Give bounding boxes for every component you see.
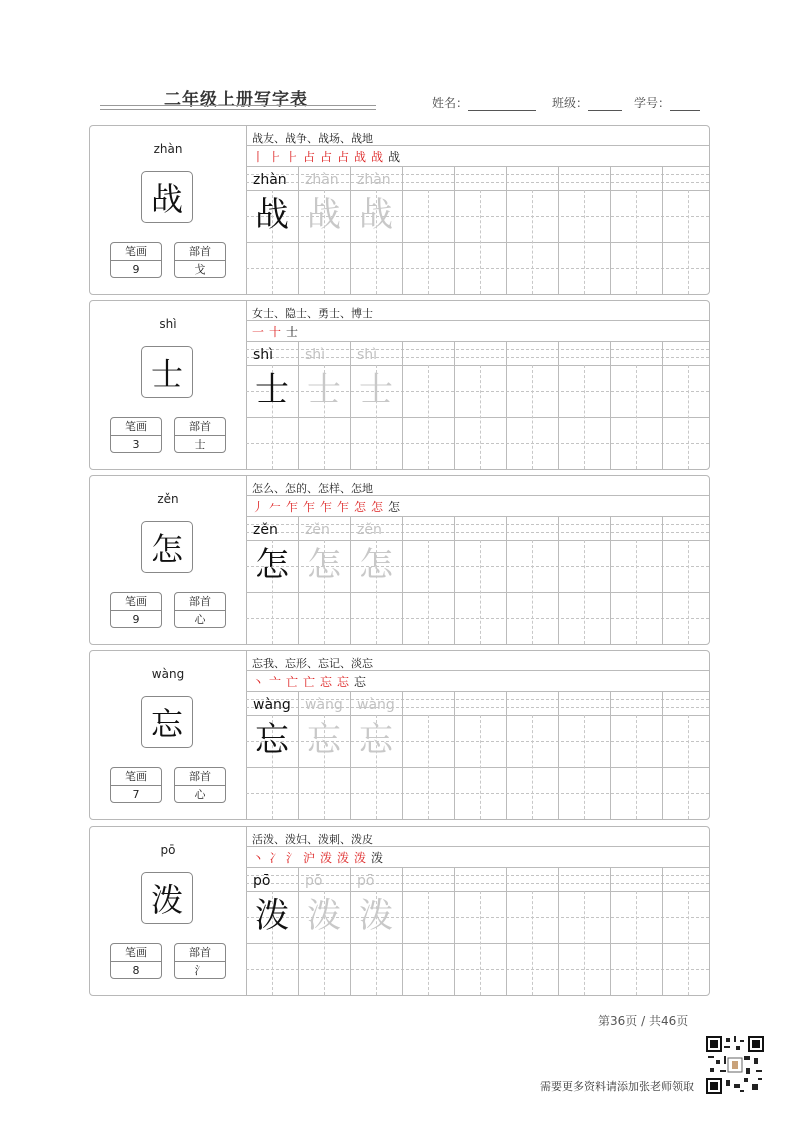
stroke-step: 丶 xyxy=(252,675,265,689)
pinyin-trace: wàng xyxy=(357,697,395,713)
practice-cell[interactable] xyxy=(610,365,662,469)
stroke-step: 十 xyxy=(269,325,282,339)
practice-cell[interactable] xyxy=(558,365,610,469)
practice-cell[interactable] xyxy=(454,365,506,469)
stroke-count-box xyxy=(110,592,162,628)
character-card xyxy=(89,125,710,295)
character-pinyin: pō xyxy=(160,843,176,857)
stroke-count-box xyxy=(110,242,162,278)
stroke-count-label: 笔画 xyxy=(111,418,161,436)
pinyin-trace: wàng xyxy=(305,697,343,713)
stroke-step: 占 xyxy=(337,150,350,164)
stroke-step: 沪 xyxy=(303,851,316,865)
character-box: 怎 xyxy=(141,521,193,573)
radical-value: 士 xyxy=(194,438,206,451)
character-info-panel xyxy=(90,301,247,469)
stroke-step: 怎 xyxy=(371,500,384,514)
practice-cell[interactable] xyxy=(610,891,662,995)
character-pinyin: zhàn xyxy=(153,142,183,156)
radical-value: 心 xyxy=(194,613,206,626)
practice-cell[interactable] xyxy=(506,891,558,995)
practice-cell[interactable] xyxy=(662,190,714,294)
footer-note: 需要更多资料请添加张老师领取 xyxy=(540,1080,694,1093)
class-field[interactable] xyxy=(552,94,622,111)
practice-cell[interactable] xyxy=(610,190,662,294)
character-box: 战 xyxy=(141,171,193,223)
character-info-panel xyxy=(90,476,247,644)
radical-label: 部首 xyxy=(175,243,225,261)
character-model: 战 xyxy=(255,195,289,235)
radical-label: 部首 xyxy=(175,418,225,436)
character-pinyin: zěn xyxy=(157,492,179,506)
practice-cell[interactable] xyxy=(558,540,610,644)
practice-cell[interactable] xyxy=(402,891,454,995)
pinyin-trace: zěn xyxy=(357,522,382,538)
practice-cell[interactable] xyxy=(454,715,506,819)
row-divider xyxy=(246,495,709,496)
radical-value: 戈 xyxy=(194,263,206,276)
character-pinyin: wàng xyxy=(151,667,185,681)
stroke-step: 占 xyxy=(320,150,333,164)
practice-cell[interactable] xyxy=(454,540,506,644)
radical-label: 部首 xyxy=(175,593,225,611)
title-underline xyxy=(100,105,376,113)
character-model: 士 xyxy=(255,370,289,410)
stroke-step: 亡 xyxy=(286,675,299,689)
stroke-step: 𠂉 xyxy=(269,500,282,514)
stroke-count-value: 3 xyxy=(132,438,140,451)
practice-cell[interactable] xyxy=(506,715,558,819)
character-info-panel xyxy=(90,126,247,294)
pinyin-model: zěn xyxy=(253,522,278,538)
pinyin-trace: shì xyxy=(357,347,378,363)
practice-cell[interactable] xyxy=(662,891,714,995)
stroke-step: 乍 xyxy=(320,500,333,514)
row-divider xyxy=(246,341,709,342)
stroke-step: 忘 xyxy=(337,675,350,689)
practice-cell[interactable] xyxy=(558,891,610,995)
character-trace: 怎 xyxy=(359,545,393,585)
practice-cell[interactable] xyxy=(506,540,558,644)
stroke-count-value: 8 xyxy=(132,964,140,977)
row-divider xyxy=(246,670,709,671)
character-box: 忘 xyxy=(141,696,193,748)
character-card xyxy=(89,475,710,645)
pinyin-model: wàng xyxy=(253,697,291,713)
practice-cell[interactable] xyxy=(610,715,662,819)
practice-cell[interactable] xyxy=(610,540,662,644)
id-label: 学号： xyxy=(634,96,671,110)
stroke-count-label: 笔画 xyxy=(111,944,161,962)
stroke-count-value: 9 xyxy=(132,613,140,626)
stroke-step: 乍 xyxy=(337,500,350,514)
stroke-step: 丨 xyxy=(252,150,265,164)
stroke-step: 泼 xyxy=(354,851,367,865)
character-box: 泼 xyxy=(141,872,193,924)
radical-box xyxy=(174,943,226,979)
stroke-count-label: 笔画 xyxy=(111,593,161,611)
example-words: 战友、战争、战场、战地 xyxy=(252,132,373,145)
radical-box xyxy=(174,592,226,628)
pinyin-trace: shì xyxy=(305,347,326,363)
name-label: 姓名： xyxy=(432,96,469,110)
character-card xyxy=(89,300,710,470)
practice-cell[interactable] xyxy=(558,190,610,294)
example-words: 怎么、怎的、怎样、怎地 xyxy=(252,482,373,495)
pinyin-model: zhàn xyxy=(253,172,287,188)
page-title: 二年级上册写字表 xyxy=(164,90,308,110)
qr-code-icon xyxy=(706,1036,764,1094)
stroke-step: 占 xyxy=(303,150,316,164)
stroke-step: 忘 xyxy=(354,675,367,689)
radical-box xyxy=(174,767,226,803)
pinyin-trace: pō xyxy=(357,873,375,889)
practice-cell[interactable] xyxy=(402,540,454,644)
row-divider xyxy=(246,320,709,321)
stroke-step: 冫 xyxy=(269,851,282,865)
pinyin-trace: zěn xyxy=(305,522,330,538)
practice-cell[interactable] xyxy=(454,190,506,294)
pinyin-model: shì xyxy=(253,347,274,363)
stroke-step: ⺊ xyxy=(286,150,299,164)
pinyin-trace: zhàn xyxy=(305,172,339,188)
character-trace: 怎 xyxy=(307,545,341,585)
stroke-step: 亠 xyxy=(269,675,282,689)
stroke-step: 战 xyxy=(354,150,367,164)
stroke-step: 泼 xyxy=(320,851,333,865)
stroke-step: 泼 xyxy=(337,851,350,865)
character-trace: 忘 xyxy=(359,720,393,760)
pinyin-model: pō xyxy=(253,873,271,889)
character-trace: 士 xyxy=(307,370,341,410)
row-divider xyxy=(246,516,709,517)
practice-cell[interactable] xyxy=(402,715,454,819)
character-trace: 战 xyxy=(307,195,341,235)
stroke-count-value: 9 xyxy=(132,263,140,276)
pinyin-trace: zhàn xyxy=(357,172,391,188)
row-divider xyxy=(246,166,709,167)
character-model: 忘 xyxy=(255,720,289,760)
row-divider xyxy=(246,846,709,847)
stroke-step: 丿 xyxy=(252,500,265,514)
pinyin-trace: pō xyxy=(305,873,323,889)
practice-cell[interactable] xyxy=(402,365,454,469)
row-divider xyxy=(246,145,709,146)
practice-cell[interactable] xyxy=(454,891,506,995)
stroke-step: 泼 xyxy=(371,851,384,865)
radical-value: 心 xyxy=(194,788,206,801)
stroke-count-box xyxy=(110,767,162,803)
student-id-field[interactable] xyxy=(634,94,700,111)
stroke-count-label: 笔画 xyxy=(111,768,161,786)
practice-cell[interactable] xyxy=(662,715,714,819)
character-info-panel xyxy=(90,651,247,819)
character-box: 士 xyxy=(141,346,193,398)
practice-cell[interactable] xyxy=(662,365,714,469)
stroke-count-box xyxy=(110,417,162,453)
character-trace: 忘 xyxy=(307,720,341,760)
character-trace: 战 xyxy=(359,195,393,235)
stroke-count-box xyxy=(110,943,162,979)
stroke-count-value: 7 xyxy=(132,788,140,801)
character-pinyin: shì xyxy=(159,317,177,331)
page-number: 第36页 / 共46页 xyxy=(598,1014,689,1028)
character-card xyxy=(89,650,710,820)
stroke-step: 战 xyxy=(371,150,384,164)
character-model: 怎 xyxy=(255,545,289,585)
radical-label: 部首 xyxy=(175,768,225,786)
character-model: 泼 xyxy=(255,896,289,936)
stroke-step: 亡 xyxy=(303,675,316,689)
character-trace: 泼 xyxy=(359,896,393,936)
stroke-count-label: 笔画 xyxy=(111,243,161,261)
stroke-step: 一 xyxy=(252,325,265,339)
radical-label: 部首 xyxy=(175,944,225,962)
radical-box xyxy=(174,242,226,278)
character-card xyxy=(89,826,710,996)
character-trace: 泼 xyxy=(307,896,341,936)
row-divider xyxy=(246,691,709,692)
practice-cell[interactable] xyxy=(558,715,610,819)
practice-cell[interactable] xyxy=(506,190,558,294)
stroke-step: 忘 xyxy=(320,675,333,689)
practice-cell[interactable] xyxy=(402,190,454,294)
stroke-step: 乍 xyxy=(303,500,316,514)
stroke-step: 氵 xyxy=(286,851,299,865)
row-divider xyxy=(246,867,709,868)
example-words: 活泼、泼妇、泼刺、泼皮 xyxy=(252,833,373,846)
practice-cell[interactable] xyxy=(506,365,558,469)
stroke-step: 战 xyxy=(388,150,401,164)
example-words: 女士、隐士、勇士、博士 xyxy=(252,307,373,320)
name-field[interactable] xyxy=(432,94,536,111)
stroke-step: ⺊ xyxy=(269,150,282,164)
character-trace: 士 xyxy=(359,370,393,410)
character-info-panel xyxy=(90,827,247,995)
radical-box xyxy=(174,417,226,453)
stroke-step: 士 xyxy=(286,325,299,339)
practice-cell[interactable] xyxy=(662,540,714,644)
stroke-step: 怎 xyxy=(388,500,401,514)
radical-value: 氵 xyxy=(194,964,206,977)
stroke-step: 乍 xyxy=(286,500,299,514)
class-label: 班级： xyxy=(552,96,589,110)
stroke-step: 怎 xyxy=(354,500,367,514)
stroke-step: 丶 xyxy=(252,851,265,865)
example-words: 忘我、忘形、忘记、淡忘 xyxy=(252,657,373,670)
